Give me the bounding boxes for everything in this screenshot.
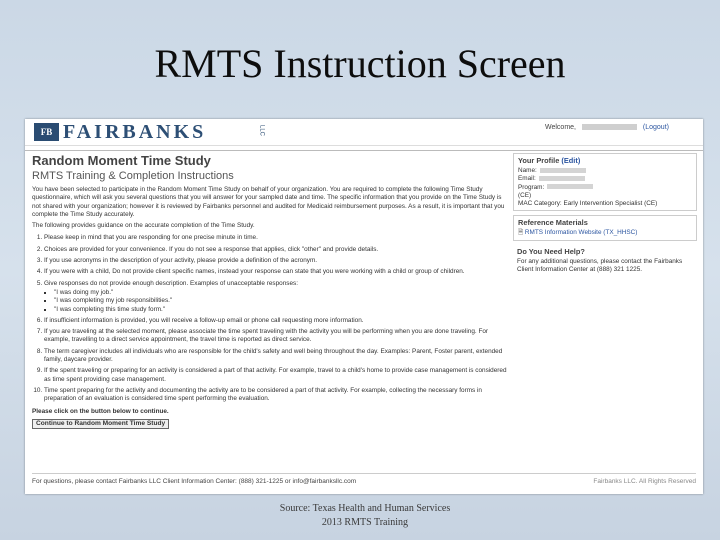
- document-icon: 🗎: [518, 229, 524, 237]
- list-item: 2. Choices are provided for your convenience. If you do not see a response that applies, click "other" and provide details.: [44, 246, 508, 254]
- page-subtitle: RMTS Training & Completion Instructions: [32, 170, 234, 182]
- profile-field: (CE): [518, 191, 532, 199]
- page-title: Random Moment Time Study: [32, 153, 211, 168]
- reference-link-row[interactable]: [518, 229, 692, 237]
- help-text: For any additional questions, please contact the Fairbanks Client Information Center at (888) 321 1225.: [517, 257, 683, 274]
- list-item: 9. If the spent traveling or preparing for an activity is considered a part of that activity. For example, travel to a child's home to provide case management is considered as time spent providing case management.: [44, 367, 508, 384]
- profile-field: [518, 184, 692, 192]
- list-item: 6. If insufficient information is provided, you will receive a follow-up email or phone call requesting more information.: [44, 317, 508, 325]
- redacted-value: [539, 176, 585, 181]
- logout-link[interactable]: (Logout): [642, 124, 669, 131]
- continue-button[interactable]: Continue to Random Moment Time Study: [32, 419, 169, 429]
- header-divider: [25, 150, 703, 151]
- sidebar: [513, 153, 697, 280]
- reference-link[interactable]: RMTS Information Website (TX_HHSC): [524, 229, 638, 237]
- profile-box: [513, 153, 697, 211]
- instructions-main: [32, 153, 508, 429]
- field-label: Name:: [518, 167, 537, 174]
- brand-name: FAIRBANKS: [63, 121, 207, 143]
- footer-contact: For questions, please contact Fairbanks LLC Client Information Center: (888) 321-1225 or info@fairbanksllc.com: [32, 478, 357, 485]
- example-item: ▪ "I was completing my job responsibilities.": [54, 297, 508, 305]
- example-item: ▪ "I was doing my job.": [54, 289, 508, 297]
- edit-profile-link[interactable]: (Edit): [561, 156, 581, 165]
- help-box: [513, 245, 697, 277]
- welcome-label: Welcome,: [545, 124, 576, 131]
- list-item: 8. The term caregiver includes all individuals who are responsible for the child's safety and well being throughout the day. Examples: Parent, Foster parent, extended family, daycare provider.: [44, 348, 508, 365]
- brand-suffix: LLC: [258, 125, 265, 137]
- list-item: 4. If you were with a child, Do not provide client specific names, instead your response can state that you were working with a child or group of children.: [44, 268, 508, 276]
- list-item: 7. If you are traveling at the selected moment, please associate the time spent traveling with the activity you will be performing when you are done traveling. For example, travelling to a direct service appointment, the travel time is reported as direct service.: [44, 328, 508, 345]
- profile-field: [518, 167, 692, 175]
- slide-title: RMTS Instruction Screen: [154, 41, 566, 86]
- list-item-text: Give responses do not provide enough description. Examples of unacceptable responses:: [44, 279, 299, 287]
- redacted-username: [582, 124, 637, 130]
- redacted-value: [540, 168, 586, 173]
- category-text: MAC Category: Early Intervention Specialist (CE): [518, 200, 658, 208]
- fairbanks-logo-icon: FB: [34, 123, 59, 141]
- example-item: ▪ "I was completing this time study form.": [54, 306, 508, 314]
- list-item: 3. If you use acronyms in the description of your activity, please provide a definition of the acronym.: [44, 257, 508, 265]
- steps-intro: The following provides guidance on the accurate completion of the Time Study.: [32, 222, 255, 230]
- intro-paragraph: You have been selected to participate in the Random Moment Time Study on behalf of your organization. You are required to complete the following Time Study questionnaire, which will ask you several questions that you will answer for your sampled date and time. The specific information that you provide on the Time Study is not shared with your organization; however it is reviewed by Fairbanks personnel and audited for Medicaid reimbursement purposes. As a result, it is important that you complete the Time Study accurately.: [32, 186, 505, 218]
- field-label: Email:: [518, 175, 536, 183]
- profile-field: [518, 175, 692, 183]
- welcome-area: [545, 124, 669, 132]
- instruction-steps: [32, 234, 508, 403]
- click-note: Please click on the button below to continue.: [32, 407, 169, 415]
- reference-title: Reference Materials: [518, 218, 588, 228]
- list-item: 10. Time spent preparing for the activity and documenting the activity are to be considered a part of that activity. For example, collecting the necessary forms in preparation of an evaluation is considered time spent performing the evaluation.: [44, 387, 508, 404]
- footer: [32, 473, 696, 486]
- list-item: 1. Please keep in mind that you are responding for one precise minute in time.: [44, 234, 508, 242]
- reference-box: [513, 215, 697, 240]
- list-item-with-examples: [44, 280, 508, 314]
- screenshot-panel: [25, 119, 703, 494]
- profile-heading: [518, 156, 692, 165]
- source-caption: Source: Texas Health and Human Services 2013 RMTS Training: [279, 503, 451, 528]
- bad-examples-list: [44, 289, 508, 314]
- footer-rights: Fairbanks LLC. All Rights Reserved: [593, 478, 696, 485]
- field-label: Program:: [518, 183, 545, 191]
- app-header: [25, 119, 703, 146]
- redacted-value: [547, 184, 593, 189]
- profile-title: Your Profile: [518, 156, 560, 165]
- help-title: Do You Need Help?: [517, 246, 585, 256]
